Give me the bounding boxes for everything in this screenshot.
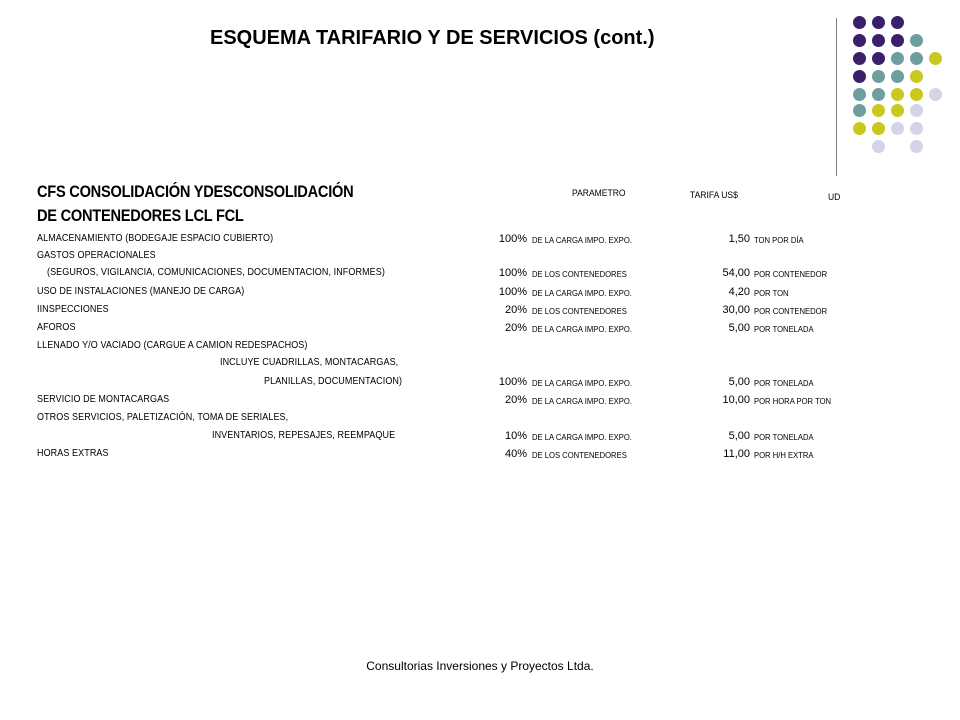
row-description: (SEGUROS, VIGILANCIA, COMUNICACIONES, DOCUMENTACION, INFORMES) — [47, 267, 385, 278]
row-parameter: DE LOS CONTENEDORES — [532, 306, 627, 316]
slide-footer: Consultorias Inversiones y Proyectos Ltda. — [366, 659, 594, 673]
row-parameter: DE LA CARGA IMPO. EXPO. — [532, 432, 632, 442]
row-parameter: DE LA CARGA IMPO. EXPO. — [532, 396, 632, 406]
row-unit: POR TONELADA — [754, 378, 814, 388]
row-percentage: 100% — [498, 376, 527, 388]
table-row — [0, 322, 960, 340]
slide-title: ESQUEMA TARIFARIO Y DE SERVICIOS (cont.) — [210, 27, 655, 49]
row-description: ALMACENAMIENTO (BODEGAJE ESPACIO CUBIERTO) — [37, 233, 274, 244]
row-parameter: DE LA CARGA IMPO. EXPO. — [532, 378, 632, 388]
table-row — [0, 430, 960, 448]
row-percentage: 100% — [498, 267, 527, 279]
row-tariff: 10,00 — [722, 394, 750, 406]
row-tariff: 30,00 — [722, 304, 750, 316]
table-heading-line1: CFS CONSOLIDACIÓN YDESCONSOLIDACIÓN — [37, 182, 354, 201]
row-description: SERVICIO DE MONTACARGAS — [37, 394, 170, 405]
row-percentage: 100% — [498, 233, 527, 245]
row-percentage: 100% — [498, 286, 527, 298]
row-parameter: DE LA CARGA IMPO. EXPO. — [532, 235, 632, 245]
row-tariff: 1,50 — [728, 233, 750, 245]
table-heading-line2: DE CONTENEDORES LCL FCL — [37, 206, 244, 225]
table-row — [0, 304, 960, 322]
row-percentage: 20% — [504, 322, 527, 334]
row-tariff: 5,00 — [728, 376, 750, 388]
table-row — [0, 357, 960, 375]
row-unit: POR TONELADA — [754, 324, 814, 334]
row-tariff: 5,00 — [728, 430, 750, 442]
table-row — [0, 376, 960, 394]
row-percentage: 10% — [504, 430, 527, 442]
table-row — [0, 412, 960, 430]
row-tariff: 11,00 — [723, 448, 750, 460]
row-description: OTROS SERVICIOS, PALETIZACIÓN, TOMA DE SERIALES, — [37, 412, 289, 423]
table-row — [0, 267, 960, 285]
row-parameter: DE LA CARGA IMPO. EXPO. — [532, 288, 632, 298]
row-parameter: DE LOS CONTENEDORES — [532, 450, 627, 460]
row-description: HORAS EXTRAS — [37, 448, 109, 459]
row-description: PLANILLAS, DOCUMENTACION) — [264, 376, 403, 387]
row-description: AFOROS — [37, 322, 76, 333]
row-percentage: 20% — [504, 394, 527, 406]
column-header-ud: UD — [828, 192, 841, 203]
row-tariff: 5,00 — [728, 322, 750, 334]
row-unit: POR CONTENEDOR — [754, 306, 828, 316]
row-unit: TON POR DÍA — [754, 235, 804, 245]
row-description: IINSPECCIONES — [37, 304, 109, 315]
column-header-tarifa: TARIFA US$ — [690, 190, 738, 201]
row-parameter: DE LA CARGA IMPO. EXPO. — [532, 324, 632, 334]
table-row — [0, 250, 960, 268]
row-unit: POR HORA POR TON — [754, 396, 832, 406]
row-description: LLENADO Y/O VACIADO (CARGUE A CAMION REDESPACHOS) — [37, 340, 308, 351]
table-row — [0, 233, 960, 251]
row-description: GASTOS OPERACIONALES — [37, 250, 156, 261]
row-parameter: DE LOS CONTENEDORES — [532, 269, 627, 279]
row-unit: POR TON — [754, 288, 789, 298]
table-row — [0, 448, 960, 466]
row-percentage: 40% — [504, 448, 527, 460]
row-description: USO DE INSTALACIONES (MANEJO DE CARGA) — [37, 286, 245, 297]
row-description: INVENTARIOS, REPESAJES, REEMPAQUE — [212, 430, 396, 441]
row-unit: POR H/H EXTRA — [754, 450, 814, 460]
row-description: INCLUYE CUADRILLAS, MONTACARGAS, — [220, 357, 399, 368]
row-percentage: 20% — [504, 304, 527, 316]
table-row — [0, 340, 960, 358]
row-tariff: 54,00 — [722, 267, 750, 279]
row-unit: POR TONELADA — [754, 432, 814, 442]
row-unit: POR CONTENEDOR — [754, 269, 828, 279]
table-row — [0, 286, 960, 304]
column-header-parametro: PARAMETRO — [572, 188, 626, 199]
table-row — [0, 394, 960, 412]
row-tariff: 4,20 — [728, 286, 750, 298]
